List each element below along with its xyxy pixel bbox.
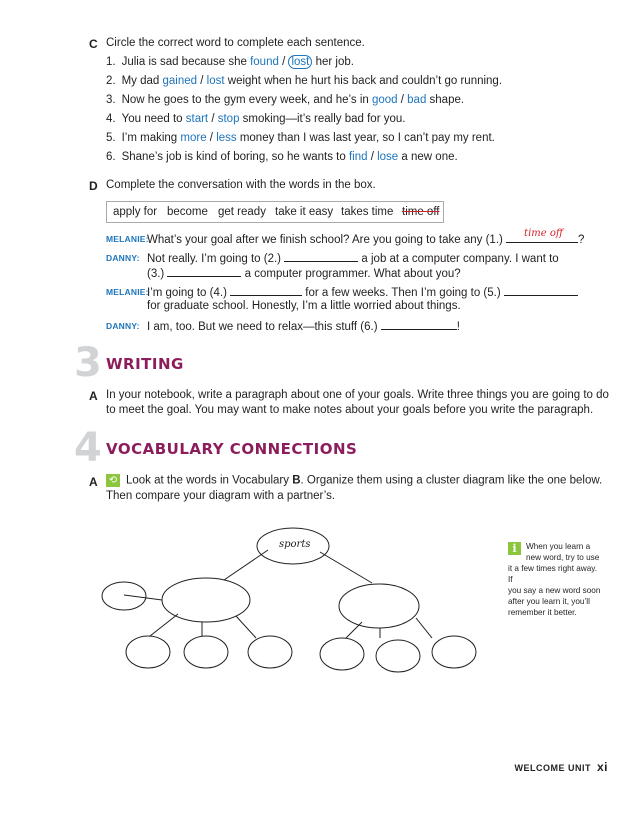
tip-line: remember it better. <box>508 608 577 617</box>
word-option[interactable]: gained <box>162 75 198 87</box>
diagram-node <box>376 640 420 672</box>
writing-text-line: to meet the goal. You may want to make notes about your goals before you write the paragraph. <box>106 404 594 416</box>
conversation-text: ? <box>578 234 585 246</box>
diagram-node <box>320 638 364 670</box>
separator: / <box>397 94 408 106</box>
vocab-text: Look at the words in Vocabulary <box>126 474 293 487</box>
diagram-node <box>102 582 146 610</box>
speaker-melanie: MELANIE: <box>106 234 149 244</box>
writing-letter: A <box>89 389 98 403</box>
word-option[interactable]: more <box>180 132 207 144</box>
word-option[interactable]: lose <box>377 151 399 163</box>
diagram-node <box>339 584 419 628</box>
sentence-text: You need to <box>121 113 186 125</box>
sentence-text: smoking—it’s really bad for you. <box>239 113 406 125</box>
box-word: take it easy <box>275 206 334 218</box>
sentence-text: shape. <box>426 94 465 106</box>
footer-unit: WELCOME UNIT <box>514 763 591 773</box>
conversation-text: Not really. I’m going to (2.) <box>147 253 285 265</box>
conversation-text: for a few weeks. Then I’m going to (5.) <box>302 287 504 299</box>
section-number-4: 4 <box>74 425 102 471</box>
tip-line: new word, try to use <box>526 553 600 562</box>
diagram-connector <box>320 552 372 583</box>
diagram-node <box>248 636 292 668</box>
speaker-danny: DANNY: <box>106 321 140 331</box>
box-word: get ready <box>218 206 266 218</box>
sentence-text: weight when he hurt his back and couldn’t go running. <box>224 75 503 87</box>
page-number: xi <box>596 760 608 774</box>
separator: / <box>208 113 218 125</box>
item-number: 5. <box>106 132 116 144</box>
sentence-text: Shane’s job is kind of boring, so he wants to <box>121 151 349 163</box>
item-number: 3. <box>106 94 116 106</box>
sentence-text: Julia is sad because she <box>121 56 251 68</box>
speaker-melanie: MELANIE: <box>106 287 149 297</box>
conversation-text: a computer programmer. What about you? <box>241 268 461 280</box>
sentence-text: money than I was last year, so I can’t pay my rent. <box>236 132 495 144</box>
conversation-text: a job at a computer company. I want to <box>358 253 559 265</box>
sentence-text: a new one. <box>398 151 458 163</box>
conversation-text: (3.) <box>147 268 168 280</box>
word-option[interactable]: less <box>216 132 237 144</box>
conversation-text: I am, too. But we need to relax—this stuff (6.) <box>147 321 381 333</box>
word-option[interactable]: bad <box>407 94 427 106</box>
word-option-circled[interactable]: lost <box>288 55 312 69</box>
box-word-crossed: time off <box>402 206 440 218</box>
writing-text-line: In your notebook, write a paragraph about one of your goals. Write three things you are going to do <box>106 389 609 401</box>
vocab-text-line: Then compare your diagram with a partner’s. <box>106 490 336 502</box>
handwritten-answer: time off <box>524 228 563 239</box>
word-option[interactable]: start <box>185 113 209 125</box>
diagram-node <box>162 578 250 622</box>
diagram-node <box>184 636 228 668</box>
conversation-text: I’m going to (4.) <box>147 287 231 299</box>
sentence-text: Now he goes to the gym every week, and he’s in <box>121 94 372 106</box>
tip-line: it a few times right away. If <box>508 564 598 584</box>
separator: / <box>278 56 289 68</box>
word-option[interactable]: find <box>348 151 368 163</box>
vocabulary-refresh-icon: ⟲ <box>106 474 120 487</box>
item-number: 1. <box>106 56 116 68</box>
word-option[interactable]: good <box>371 94 398 106</box>
section-c-instruction: Circle the correct word to complete each sentence. <box>106 37 365 49</box>
vocab-letter: A <box>89 475 98 489</box>
speaker-danny: DANNY: <box>106 253 140 263</box>
writing-heading: WRITING <box>106 355 184 373</box>
vocab-bold: B <box>292 474 301 487</box>
box-word: apply for <box>113 206 158 218</box>
separator: / <box>206 132 217 144</box>
item-number: 6. <box>106 151 116 163</box>
conversation-text: What’s your goal after we finish school? Are you going to take any (1.) <box>147 234 507 246</box>
sentence-text: I’m making <box>121 132 181 144</box>
section-number-3: 3 <box>74 340 102 386</box>
section-d-instruction: Complete the conversation with the words in the box. <box>106 179 376 191</box>
vocab-text: . Organize them using a cluster diagram like the one below. <box>300 474 603 487</box>
sentence-text: her job. <box>312 56 354 68</box>
vocab-heading: VOCABULARY CONNECTIONS <box>106 440 358 458</box>
tip-line: you say a new word soon <box>508 586 601 595</box>
item-number: 4. <box>106 113 116 125</box>
section-c-letter: C <box>89 37 98 51</box>
item-number: 2. <box>106 75 116 87</box>
box-word: takes time <box>341 206 394 218</box>
box-word: become <box>167 206 208 218</box>
word-option[interactable]: lost <box>206 75 225 87</box>
info-icon: i <box>508 542 521 555</box>
section-d-letter: D <box>89 179 98 193</box>
diagram-node <box>126 636 170 668</box>
tip-line: When you learn a <box>526 542 591 551</box>
word-option[interactable]: found <box>250 56 279 68</box>
conversation-text: ! <box>456 321 460 333</box>
tip-line: after you learn it, you’ll <box>508 597 590 606</box>
learning-tip <box>508 541 603 618</box>
word-option[interactable]: stop <box>217 113 240 125</box>
conversation-line: for graduate school. Honestly, I’m a little worried about things. <box>147 300 461 312</box>
diagram-node <box>432 636 476 668</box>
separator: / <box>367 151 378 163</box>
separator: / <box>197 75 207 87</box>
sentence-text: My dad <box>121 75 163 87</box>
page-footer <box>514 760 608 774</box>
diagram-root-label: sports <box>279 539 311 550</box>
